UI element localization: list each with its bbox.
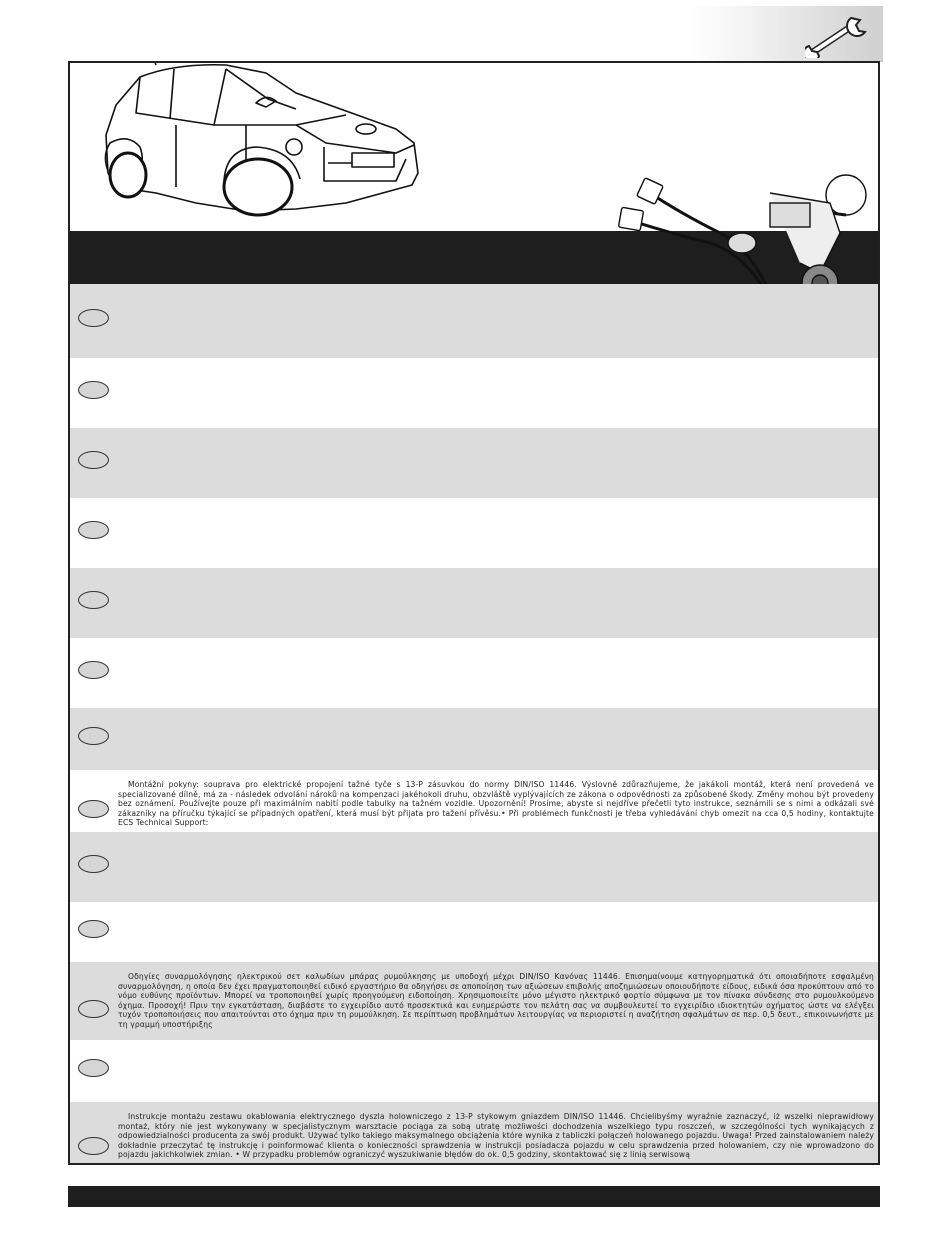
language-flag-oval [78,661,109,679]
language-flag-oval [78,727,109,745]
language-flag-oval [78,1000,109,1018]
language-flag-oval [78,1059,109,1077]
wrench-icon [805,12,875,58]
language-flag-oval [78,521,109,539]
language-rows [70,284,878,1165]
instruction-row [70,498,878,568]
language-flag-oval [78,920,109,938]
language-flag-oval [78,309,109,327]
footer-band [68,1186,880,1207]
instruction-frame [68,61,880,1165]
instruction-row [70,708,878,770]
language-flag-oval [78,381,109,399]
instruction-row [70,1040,878,1102]
language-flag-oval [78,451,109,469]
instruction-row [70,284,878,358]
car-illustration [96,63,426,223]
instruction-row [70,568,878,638]
language-flag-oval [78,855,109,873]
instruction-row [70,638,878,708]
instruction-row [70,902,878,962]
instruction-row [70,1102,878,1165]
language-flag-oval [78,1137,109,1155]
language-flag-oval [78,591,109,609]
instruction-row [70,358,878,428]
row-text: Οδηγίες συναρμολόγησης ηλεκτρικού σετ καλωδίων μπάρας ρυμούλκησης με υποδοχή μέχρι DIN/ISO Κανόνας 11446. Επισημαίνουμε κατηγορηματικά ότι οποιαδήποτε εσφαλμένη συναρμολόγηση, η οποία δεν έχει πραγματοποιηθεί ειδικό εργαστήριο θα οδηγήσει σε αποποίηση των αξιώσεων επιβολής αποζημιώσεων οποιουδήποτε είδους, ειδικά όσα προκύπτουν από το νόμο ευθύνης προϊόντων. Μπορεί να τροποποιηθεί χωρίς προηγούμενη ειδοποίηση. Χρησιμοποιείτε μόνο μέγιστο ηλεκτρικό φορτίο σύμφωνα με τον πίνακα σύνδεσης στο ρυμουλκούμενο όχημα. Προσοχή! Πριν την εγκατάσταση, διαβάστε το εγχειρίδιο αυτό προσεκτικά και ενημερώστε τον πελάτη σας να συμβουλευτεί το εγχειρίδιο ιδιοκτητών οχήματος ώστε να ελέγξει τυχόν τροποποιήσεις που απαιτούνται στο όχημα πριν τη ρυμούλκηση. Σε περίπτωση προβλημάτων λειτουργίας να περιοριστεί η αναζήτηση σφαλμάτων σε περ. 0,5 δευτ., επικοινωνήστε με τη γραμμή υποστήριξης [118,972,874,1029]
instruction-row [70,832,878,902]
row-text: Montážní pokyny: souprava pro elektrické propojení tažné tyče s 13-P zásuvkou do normy DIN/ISO 11446. Výslovně zdůrazňujeme, že jakákoli montáž, která není provedená ve specializované dílně, má za - následek odvolání nároků na kompenzaci jakéhokoli druhu, obzvláště vyplývajících ze zákona o odpovědnosti za způsobené škody. Změny mohou být provedeny bez oznámení. Používejte pouze při maximálním nabití podle tabulky na tažném vozidle. Upozornění! Prosíme, abyste si nejdříve přečetli tyto instrukce, seznámili se s nimi a odkázali své zákazníky na příručku týkající se případných opatření, která musí být přijata pro tažení přívěsu.• Při problémech funkčnosti je třeba vyhledávání chyb omezit na cca 0,5 hodiny, kontaktujte ECS Technical Support: [118,780,874,828]
row-text: Instrukcje montażu zestawu okablowania elektrycznego dyszla holowniczego z 13-P stykowym gniazdem DIN/ISO 11446. Chcielibyśmy wyraźnie zaznaczyć, iż wszelki nieprawidłowy montaż, który nie jest wykonywany w specjalistycznym warsztacie pociąga za sobą utratę możliwości dochodzenia wszelkiego typu roszczeń, w szczególności tych wynikających z odpowiedzialności producenta za swój produkt. Używać tylko takiego maksymalnego obciążenia które wynika z tabliczki połączeń holowanego pojazdu. Uwaga! Przed zainstalowaniem należy dokładnie przeczytać tę instrukcję i poinformować klienta o konieczności sprawdzenia w instrukcji posiadacza pojazdu w celu sprawdzenia przed holowaniem, czy nie wprowadzono do pojazdu jakichkolwiek zmian. • W przypadku problemów ograniczyć wyszukiwanie błędów do ok. 0,5 godziny, skontaktować się z linią serwisową [118,1112,874,1160]
instruction-row [70,962,878,1040]
language-flag-oval [78,800,109,818]
instruction-row [70,770,878,832]
instruction-row [70,428,878,498]
